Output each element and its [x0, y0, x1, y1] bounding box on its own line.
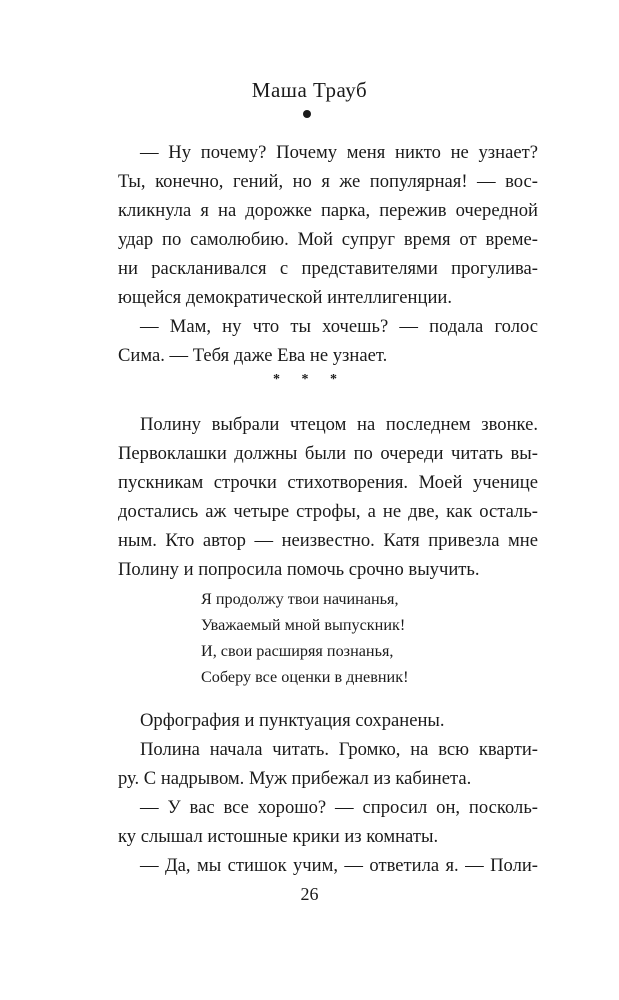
text-line: — Мам, ну что ты хочешь? — подала голос	[140, 316, 538, 337]
text-line: Первоклашки должны были по очереди читать вы-	[118, 443, 538, 464]
text-line: — Да, мы стишок учим, — ответила я. — Поли-	[140, 855, 538, 876]
header-bullet-ornament	[303, 110, 311, 118]
text-line: ру. С надрывом. Муж прибежал из кабинета.	[118, 768, 472, 789]
text-line: ющейся демократической интеллигенции.	[118, 287, 452, 308]
section-separator: * * *	[273, 372, 346, 387]
text-line: ни раскланивался с представителями прогулива-	[118, 258, 538, 279]
paragraph-block-2	[118, 410, 538, 584]
poem-line: Соберу все оценки в дневник!	[201, 668, 409, 686]
text-line: Сима. — Тебя даже Ева не узнает.	[118, 345, 388, 366]
text-line: Полину и попросила помочь срочно выучить.	[118, 559, 480, 580]
text-line: достались аж четыре строфы, а не две, как осталь-	[118, 501, 538, 522]
text-line: удар по самолюбию. Мой супруг время от време-	[118, 229, 538, 250]
text-line: Полину выбрали чтецом на последнем звонке.	[140, 414, 538, 435]
poem-line: Уважаемый мной выпускник!	[201, 616, 406, 634]
text-line: кликнула я на дорожке парка, пережив очередной	[118, 200, 538, 221]
text-line: ным. Кто автор — неизвестно. Катя привезла мне	[118, 530, 538, 551]
running-header-author: Маша Трауб	[251, 78, 368, 102]
poem-line: Я продолжу твои начинанья,	[201, 590, 399, 608]
text-line: Ты, конечно, гений, но я же популярная! — вос-	[118, 171, 538, 192]
text-line: — У вас все хорошо? — спросил он, посколь-	[140, 797, 538, 818]
text-line: ку слышал истошные крики из комнаты.	[118, 826, 439, 847]
page-number: 26	[300, 884, 319, 904]
text-line: Орфография и пунктуация сохранены.	[140, 710, 445, 731]
poem-quote	[201, 586, 408, 690]
text-line: — Ну почему? Почему меня никто не узнает?	[140, 142, 538, 163]
paragraph-block-1	[118, 138, 538, 370]
poem-line: И, свои расширяя познанья,	[201, 642, 394, 660]
paragraph-block-3	[118, 706, 538, 880]
text-line: пускникам строчки стихотворения. Моей ученице	[118, 472, 538, 493]
text-line: Полина начала читать. Громко, на всю кварти-	[140, 739, 538, 760]
